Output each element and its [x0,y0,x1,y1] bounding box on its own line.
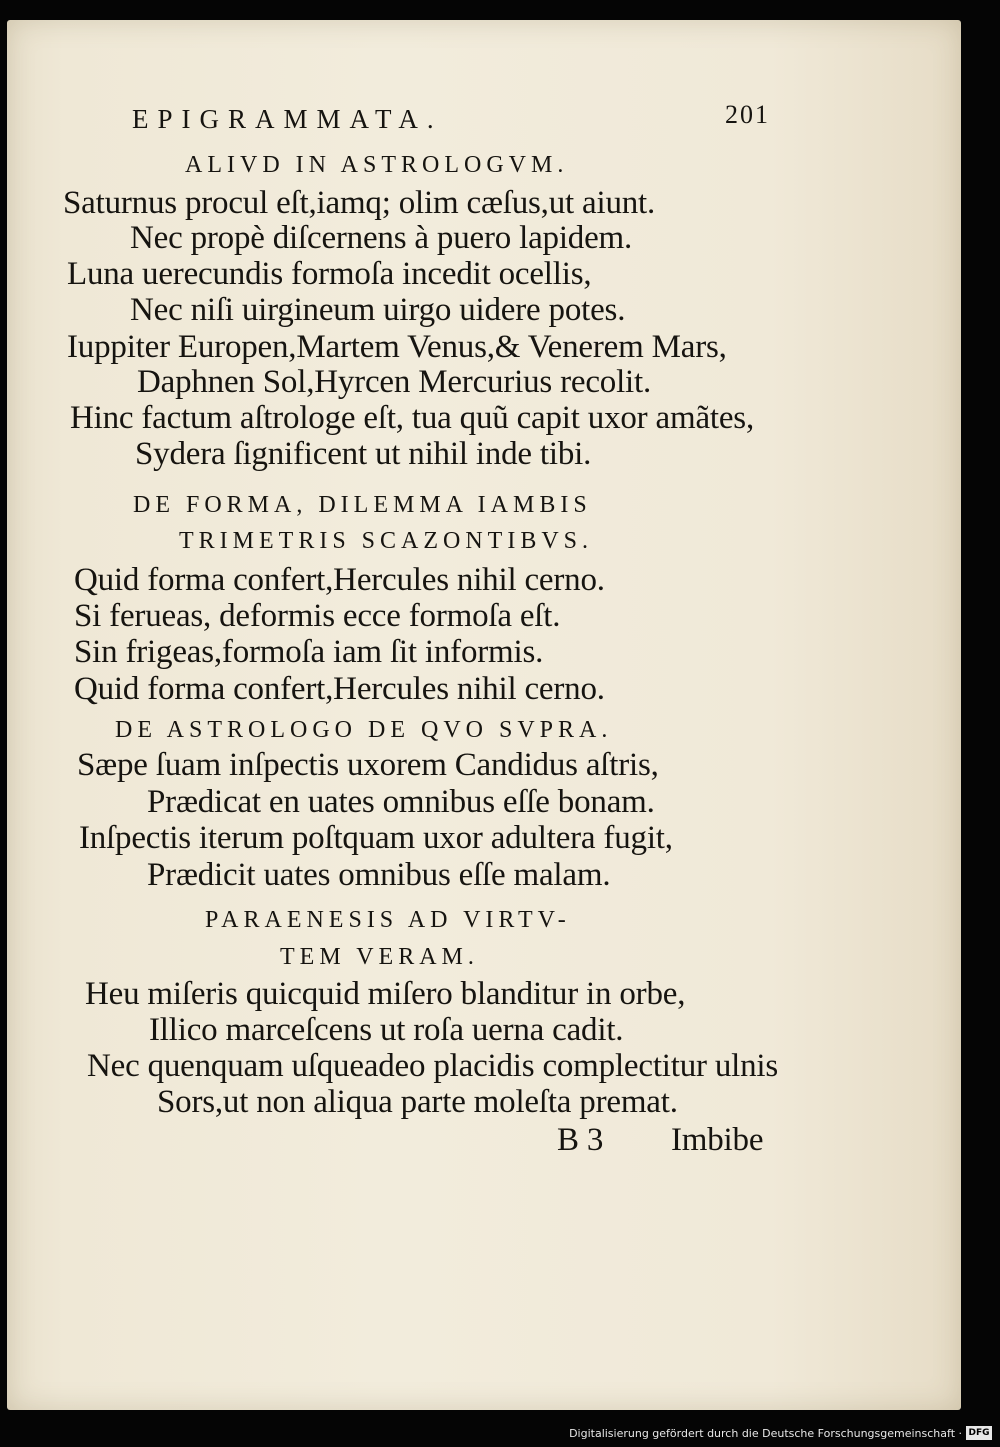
verse-line: Hinc factum aſtrologe eſt, tua quũ capit uxor amãtes, [70,400,754,436]
verse-line: Nec quenquam uſqueadeo placidis complectitur ulnis [87,1048,779,1084]
verse-line: Prædicit uates omnibus eſſe malam. [147,857,611,893]
verse-line: Inſpectis iterum poſtquam uxor adultera fugit, [79,820,673,856]
heading-trimetris: TRIMETRIS SCAZONTIBVS. [179,528,594,554]
verse-line: Sors,ut non aliqua parte moleſta premat. [157,1084,678,1120]
verse-line: Daphnen Sol,Hyrcen Mercurius recolit. [137,364,652,400]
digitization-credit: Digitalisierung gefördert durch die Deutsche Forschungsgemeinschaft · [569,1427,962,1440]
signature-mark: B 3 [557,1122,604,1158]
verse-line: Sydera ſignificent ut nihil inde tibi. [135,436,592,472]
catchword: Imbibe [671,1122,764,1158]
heading-de-astrologo: DE ASTROLOGO DE QVO SVPRA. [115,717,613,743]
verse-line: Iuppiter Europen,Martem Venus,& Venerem Mars, [67,329,727,365]
verse-line: Saturnus procul eſt,iamq; olim cæſus,ut aiunt. [63,185,656,221]
running-head: EPIGRAMMATA. [132,104,443,134]
heading-paraenesis: PARAENESIS AD VIRTV- [205,907,571,933]
folio-number: 201 [725,100,770,129]
verse-line: Nec niſi uirgineum uirgo uidere potes. [130,292,626,328]
book-page [7,20,961,1410]
heading-de-forma: DE FORMA, DILEMMA IAMBIS [133,492,592,518]
verse-line: Heu miſeris quicquid miſero blanditur in orbe, [85,976,686,1012]
verse-line: Illico marceſcens ut roſa uerna cadit. [149,1012,624,1048]
heading-alivd: ALIVD IN ASTROLOGVM. [185,152,569,178]
heading-tem-veram: TEM VERAM. [280,944,479,970]
dfg-logo: DFG [966,1426,992,1440]
verse-line: Nec propè diſcernens à puero lapidem. [130,220,633,256]
verse-line: Luna uerecundis formoſa incedit ocellis, [67,256,592,292]
verse-line: Prædicat en uates omnibus eſſe bonam. [147,784,655,820]
verse-line: Quid forma confert,Hercules nihil cerno. [74,671,605,707]
verse-line: Sæpe ſuam inſpectis uxorem Candidus aſtris, [77,747,659,783]
verse-line: Quid forma confert,Hercules nihil cerno. [74,562,605,598]
verse-line: Sin frigeas,formoſa iam ſit informis. [74,634,544,670]
verse-line: Si ferueas, deformis ecce formoſa eſt. [74,598,561,634]
